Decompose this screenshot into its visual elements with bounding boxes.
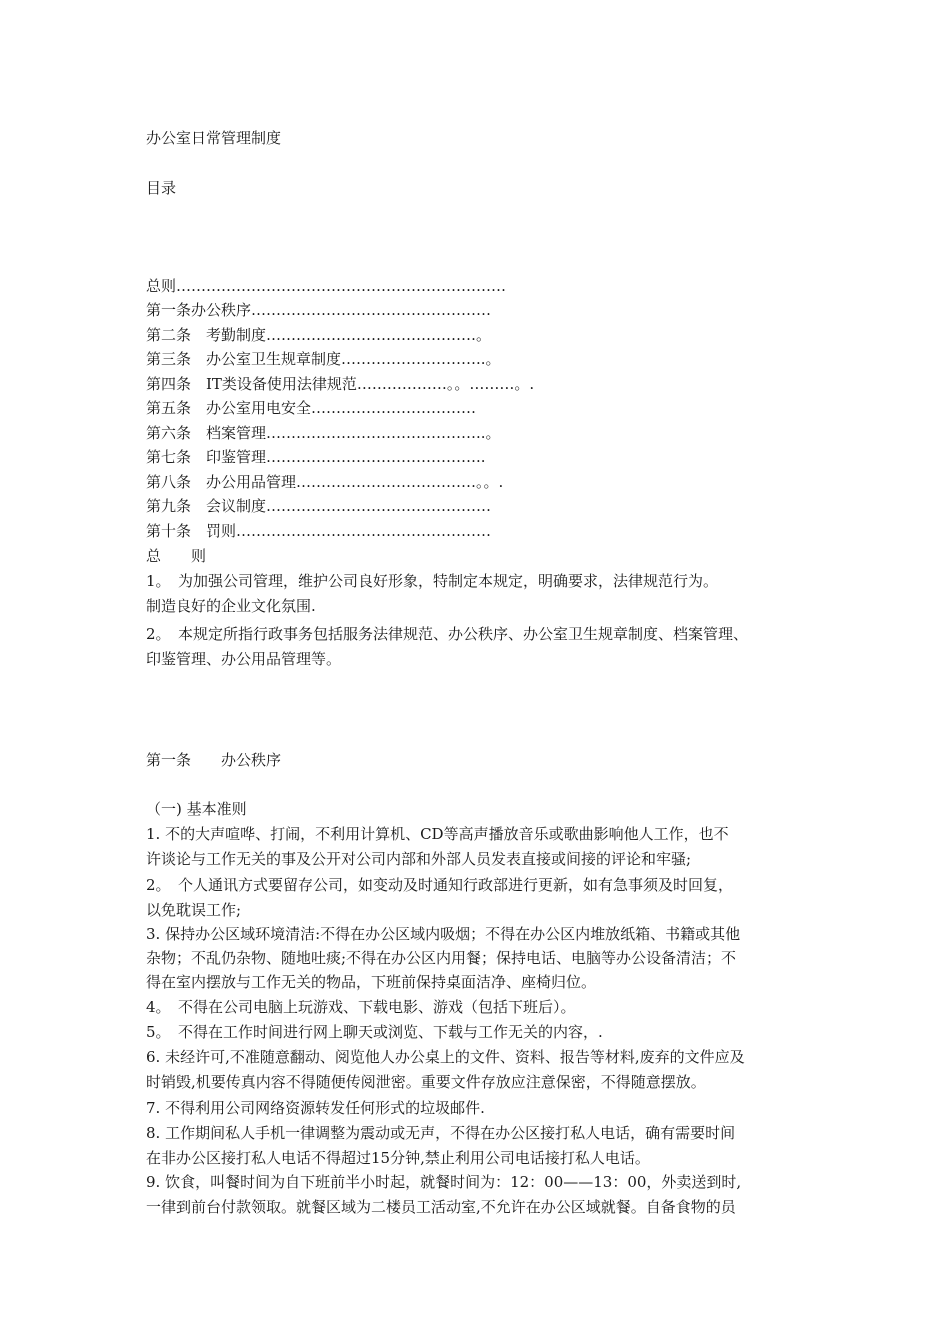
paragraph-line: 6. 未经许可,不准随意翻动、阅览他人办公桌上的文件、资料、报告等材料,废弃的文件应及 bbox=[146, 1048, 745, 1066]
paragraph-line: 印鉴管理、办公用品管理等。 bbox=[146, 650, 342, 668]
toc-item[interactable]: 第七条 印鉴管理…………………………………….. bbox=[146, 448, 486, 466]
paragraph-line: 2。 个人通讯方式要留存公司，如变动及时通知行政部进行更新，如有急事须及时回复， bbox=[146, 876, 734, 894]
toc-item[interactable]: 第一条办公秩序………………………………………… bbox=[146, 301, 492, 319]
paragraph-line: 3. 保持办公区域环境清洁:不得在办公区域内吸烟；不得在办公区内堆放纸箱、书籍或其他 bbox=[146, 925, 741, 943]
paragraph-line: 以免耽误工作; bbox=[146, 901, 242, 919]
toc-item[interactable]: 第六条 档案管理……………………………………..。 bbox=[146, 424, 501, 442]
toc-item[interactable]: 第十条 罚则…………………………………………… bbox=[146, 522, 492, 540]
paragraph-line: 7. 不得利用公司网络资源转发任何形式的垃圾邮件. bbox=[146, 1099, 485, 1117]
toc-item[interactable]: 第三条 办公室卫生规章制度………………………..。 bbox=[146, 350, 501, 368]
paragraph-line: 2。 本规定所指行政事务包括服务法律规范、办公秩序、办公室卫生规章制度、档案管理、 bbox=[146, 625, 749, 643]
paragraph-line: 8. 工作期间私人手机一律调整为震动或无声，不得在办公区接打私人电话，确有需要时间 bbox=[146, 1124, 736, 1142]
toc-heading: 目录 bbox=[146, 179, 177, 197]
toc-item[interactable]: 第五条 办公室用电安全…………………………… bbox=[146, 399, 477, 417]
paragraph-line: 在非办公区接打私人电话不得超过15分钟,禁止利用公司电话接打私人电话。 bbox=[146, 1149, 650, 1167]
toc-item[interactable]: 第九条 会议制度……………………………………… bbox=[146, 497, 492, 515]
paragraph-line: 4。 不得在公司电脑上玩游戏、下载电影、游戏（包括下班后）。 bbox=[146, 998, 576, 1016]
paragraph-line: 9. 饮食，叫餐时间为自下班前半小时起，就餐时间为：12：00——13：00，外卖送到时, bbox=[146, 1173, 742, 1191]
toc-item[interactable]: 总则………………………………………………………… bbox=[146, 277, 507, 295]
general-heading: 总 则 bbox=[146, 547, 207, 565]
paragraph-line: 5。 不得在工作时间进行网上聊天或浏览、下载与工作无关的内容，. bbox=[146, 1023, 603, 1041]
paragraph-line: 许谈论与工作无关的事及公开对公司内部和外部人员发表直接或间接的评论和牢骚; bbox=[146, 850, 692, 868]
toc-item[interactable]: 第四条 IT类设备使用法律规范………………。。………。. bbox=[146, 375, 535, 393]
toc-item[interactable]: 第二条 考勤制度……………………………………。 bbox=[146, 326, 492, 344]
paragraph-line: 制造良好的企业文化氛围. bbox=[146, 597, 316, 615]
paragraph-line: 1。 为加强公司管理，维护公司良好形象，特制定本规定，明确要求，法律规范行为。 bbox=[146, 572, 719, 590]
document-title: 办公室日常管理制度 bbox=[146, 129, 282, 147]
section-subheading: （一) 基本准则 bbox=[146, 800, 247, 818]
paragraph-line: 1. 不的大声喧哗、打闹，不利用计算机、CD等高声播放音乐或歌曲影响他人工作，也不 bbox=[146, 825, 729, 843]
paragraph-line: 时销毁,机要传真内容不得随便传阅泄密。重要文件存放应注意保密，不得随意摆放。 bbox=[146, 1073, 706, 1091]
paragraph-line: 得在室内摆放与工作无关的物品，下班前保持桌面洁净、座椅归位。 bbox=[146, 973, 597, 991]
toc-item[interactable]: 第八条 办公用品管理………………………………。。. bbox=[146, 473, 504, 491]
paragraph-line: 杂物；不乱仍杂物、随地吐痰;不得在办公区内用餐；保持电话、电脑等办公设备清洁；不 bbox=[146, 949, 737, 967]
article-heading: 第一条 办公秩序 bbox=[146, 751, 282, 769]
paragraph-line: 一律到前台付款领取。就餐区域为二楼员工活动室,不允许在办公区域就餐。自备食物的员 bbox=[146, 1198, 736, 1216]
